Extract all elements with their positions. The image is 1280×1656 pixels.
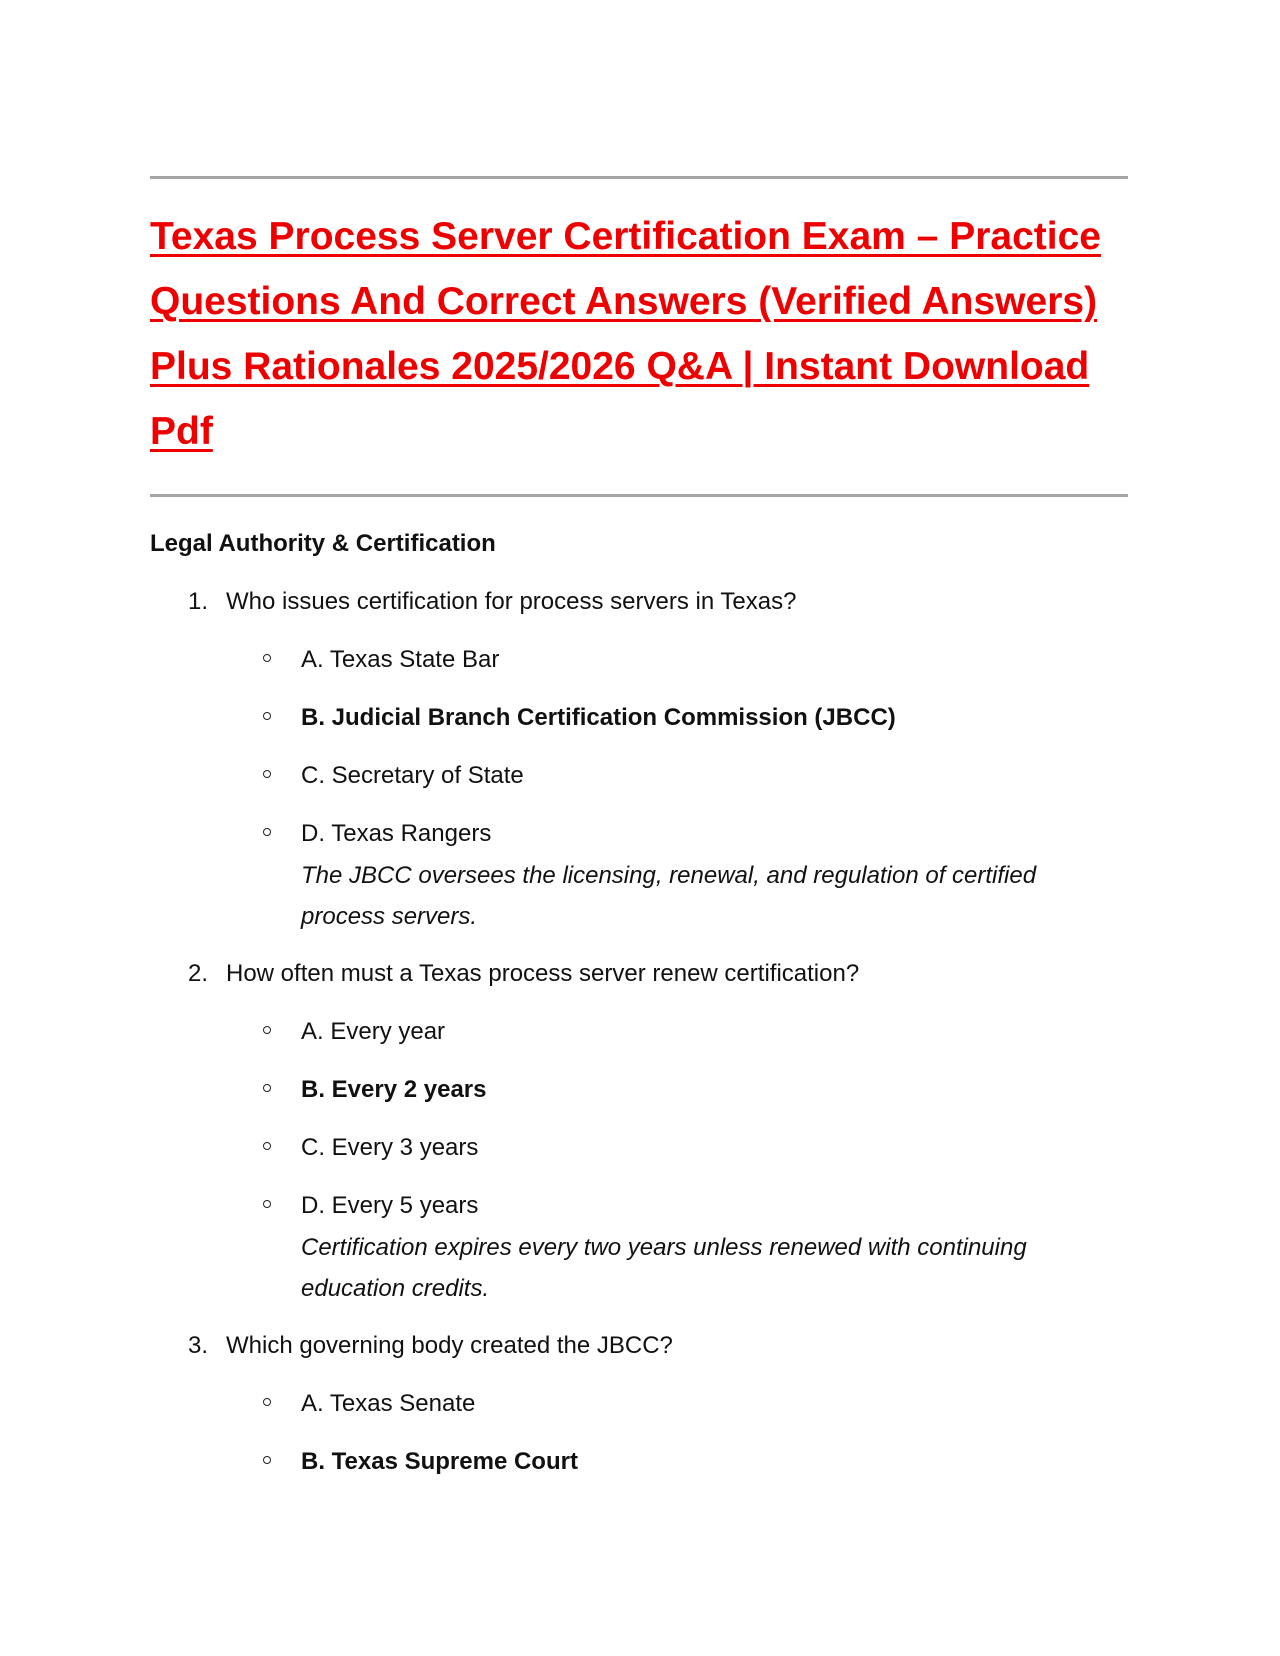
section-heading: Legal Authority & Certification <box>150 530 496 557</box>
bottom-divider <box>150 494 1128 497</box>
option-text: A. Every year <box>301 1018 446 1045</box>
bullet-icon <box>263 1142 271 1150</box>
option <box>150 1132 1128 1164</box>
option <box>150 1190 1128 1222</box>
option-text: C. Secretary of State <box>301 762 524 789</box>
option-text: B. Texas Supreme Court <box>301 1448 578 1475</box>
question-number: 1. <box>188 588 209 615</box>
option <box>150 1016 1128 1048</box>
option-text: B. Judicial Branch Certification Commission (JBCC) <box>301 704 896 731</box>
bullet-icon <box>263 712 271 720</box>
bullet-icon <box>263 1200 271 1208</box>
option-text: B. Every 2 years <box>301 1076 487 1103</box>
bullet-icon <box>263 1398 271 1406</box>
option-correct <box>150 1446 1128 1478</box>
question-number: 3. <box>188 1332 209 1359</box>
option-correct <box>150 702 1128 734</box>
option-correct <box>150 1074 1128 1106</box>
document-title: Texas Process Server Certification Exam – Practice Questions And Correct Answers (Verified Answers) Plus Rationales 2025/2026 Q&A | Instant Download Pdf <box>150 215 1101 453</box>
question-text: Which governing body created the JBCC? <box>226 1332 673 1359</box>
question-text: How often must a Texas process server renew certification? <box>226 960 860 987</box>
option-text: D. Every 5 years <box>301 1192 479 1219</box>
question-number: 2. <box>188 960 209 987</box>
option <box>150 644 1128 676</box>
option <box>150 760 1128 792</box>
rationale: Certification expires every two years unless renewed with continuing education credits. <box>301 1234 1027 1302</box>
option-text: A. Texas State Bar <box>301 646 500 673</box>
bullet-icon <box>263 1026 271 1034</box>
option <box>150 818 1128 850</box>
rationale: The JBCC oversees the licensing, renewal, and regulation of certified process servers. <box>301 862 1037 930</box>
option-text: A. Texas Senate <box>301 1390 476 1417</box>
question-text: Who issues certification for process servers in Texas? <box>226 588 797 615</box>
option <box>150 1388 1128 1420</box>
bullet-icon <box>263 1084 271 1092</box>
top-divider <box>150 176 1128 179</box>
bullet-icon <box>263 1456 271 1464</box>
option-text: C. Every 3 years <box>301 1134 479 1161</box>
bullet-icon <box>263 770 271 778</box>
option-text: D. Texas Rangers <box>301 820 492 847</box>
bullet-icon <box>263 654 271 662</box>
bullet-icon <box>263 828 271 836</box>
